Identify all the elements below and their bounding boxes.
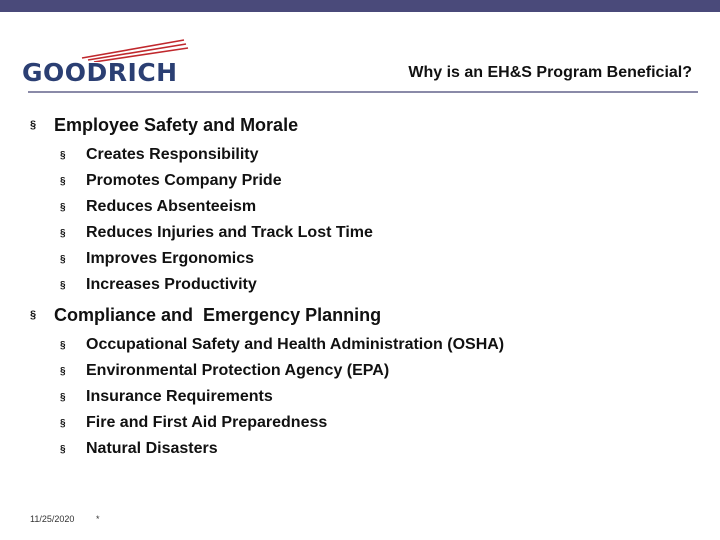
title-divider (28, 91, 698, 93)
logo-wordmark: GOODRICH (22, 58, 178, 87)
list-item: § Fire and First Aid Preparedness (30, 410, 690, 436)
list-item: § Reduces Injuries and Track Lost Time (30, 220, 690, 246)
bullet-icon: § (60, 391, 66, 403)
bullet-icon: § (60, 443, 66, 455)
bullet-icon: § (60, 253, 66, 265)
footer-page-marker: * (96, 514, 100, 524)
slide-content (30, 112, 690, 462)
bullet-icon: § (60, 279, 66, 291)
list-item: § Reduces Absenteeism (30, 194, 690, 220)
list-item: § Occupational Safety and Health Administration (OSHA) (30, 332, 690, 358)
footer-date: 11/25/2020 (30, 514, 75, 524)
list-item: § Insurance Requirements (30, 384, 690, 410)
bullet-icon: § (60, 339, 66, 351)
bullet-icon: § (60, 365, 66, 377)
section-heading: § Compliance and Emergency Planning (30, 304, 382, 325)
list-item: § Increases Productivity (30, 272, 690, 298)
bullet-icon: § (30, 119, 37, 131)
bullet-list (30, 332, 690, 462)
bullet-icon: § (30, 309, 37, 321)
bullet-list (30, 142, 690, 298)
top-banner-bar (0, 0, 720, 12)
section-employee-safety (30, 112, 690, 298)
section-compliance (30, 302, 690, 462)
slide-title: Why is an EH&S Program Beneficial? (408, 64, 692, 81)
list-item: § Environmental Protection Agency (EPA) (30, 358, 690, 384)
bullet-icon: § (60, 227, 66, 239)
bullet-icon: § (60, 175, 66, 187)
section-heading: § Employee Safety and Morale (30, 114, 299, 135)
list-item: § Creates Responsibility (30, 142, 690, 168)
list-item: § Natural Disasters (30, 436, 690, 462)
goodrich-logo (22, 38, 192, 88)
bullet-icon: § (60, 149, 66, 161)
list-item: § Promotes Company Pride (30, 168, 690, 194)
bullet-icon: § (60, 201, 66, 213)
list-item: § Improves Ergonomics (30, 246, 690, 272)
bullet-icon: § (60, 417, 66, 429)
